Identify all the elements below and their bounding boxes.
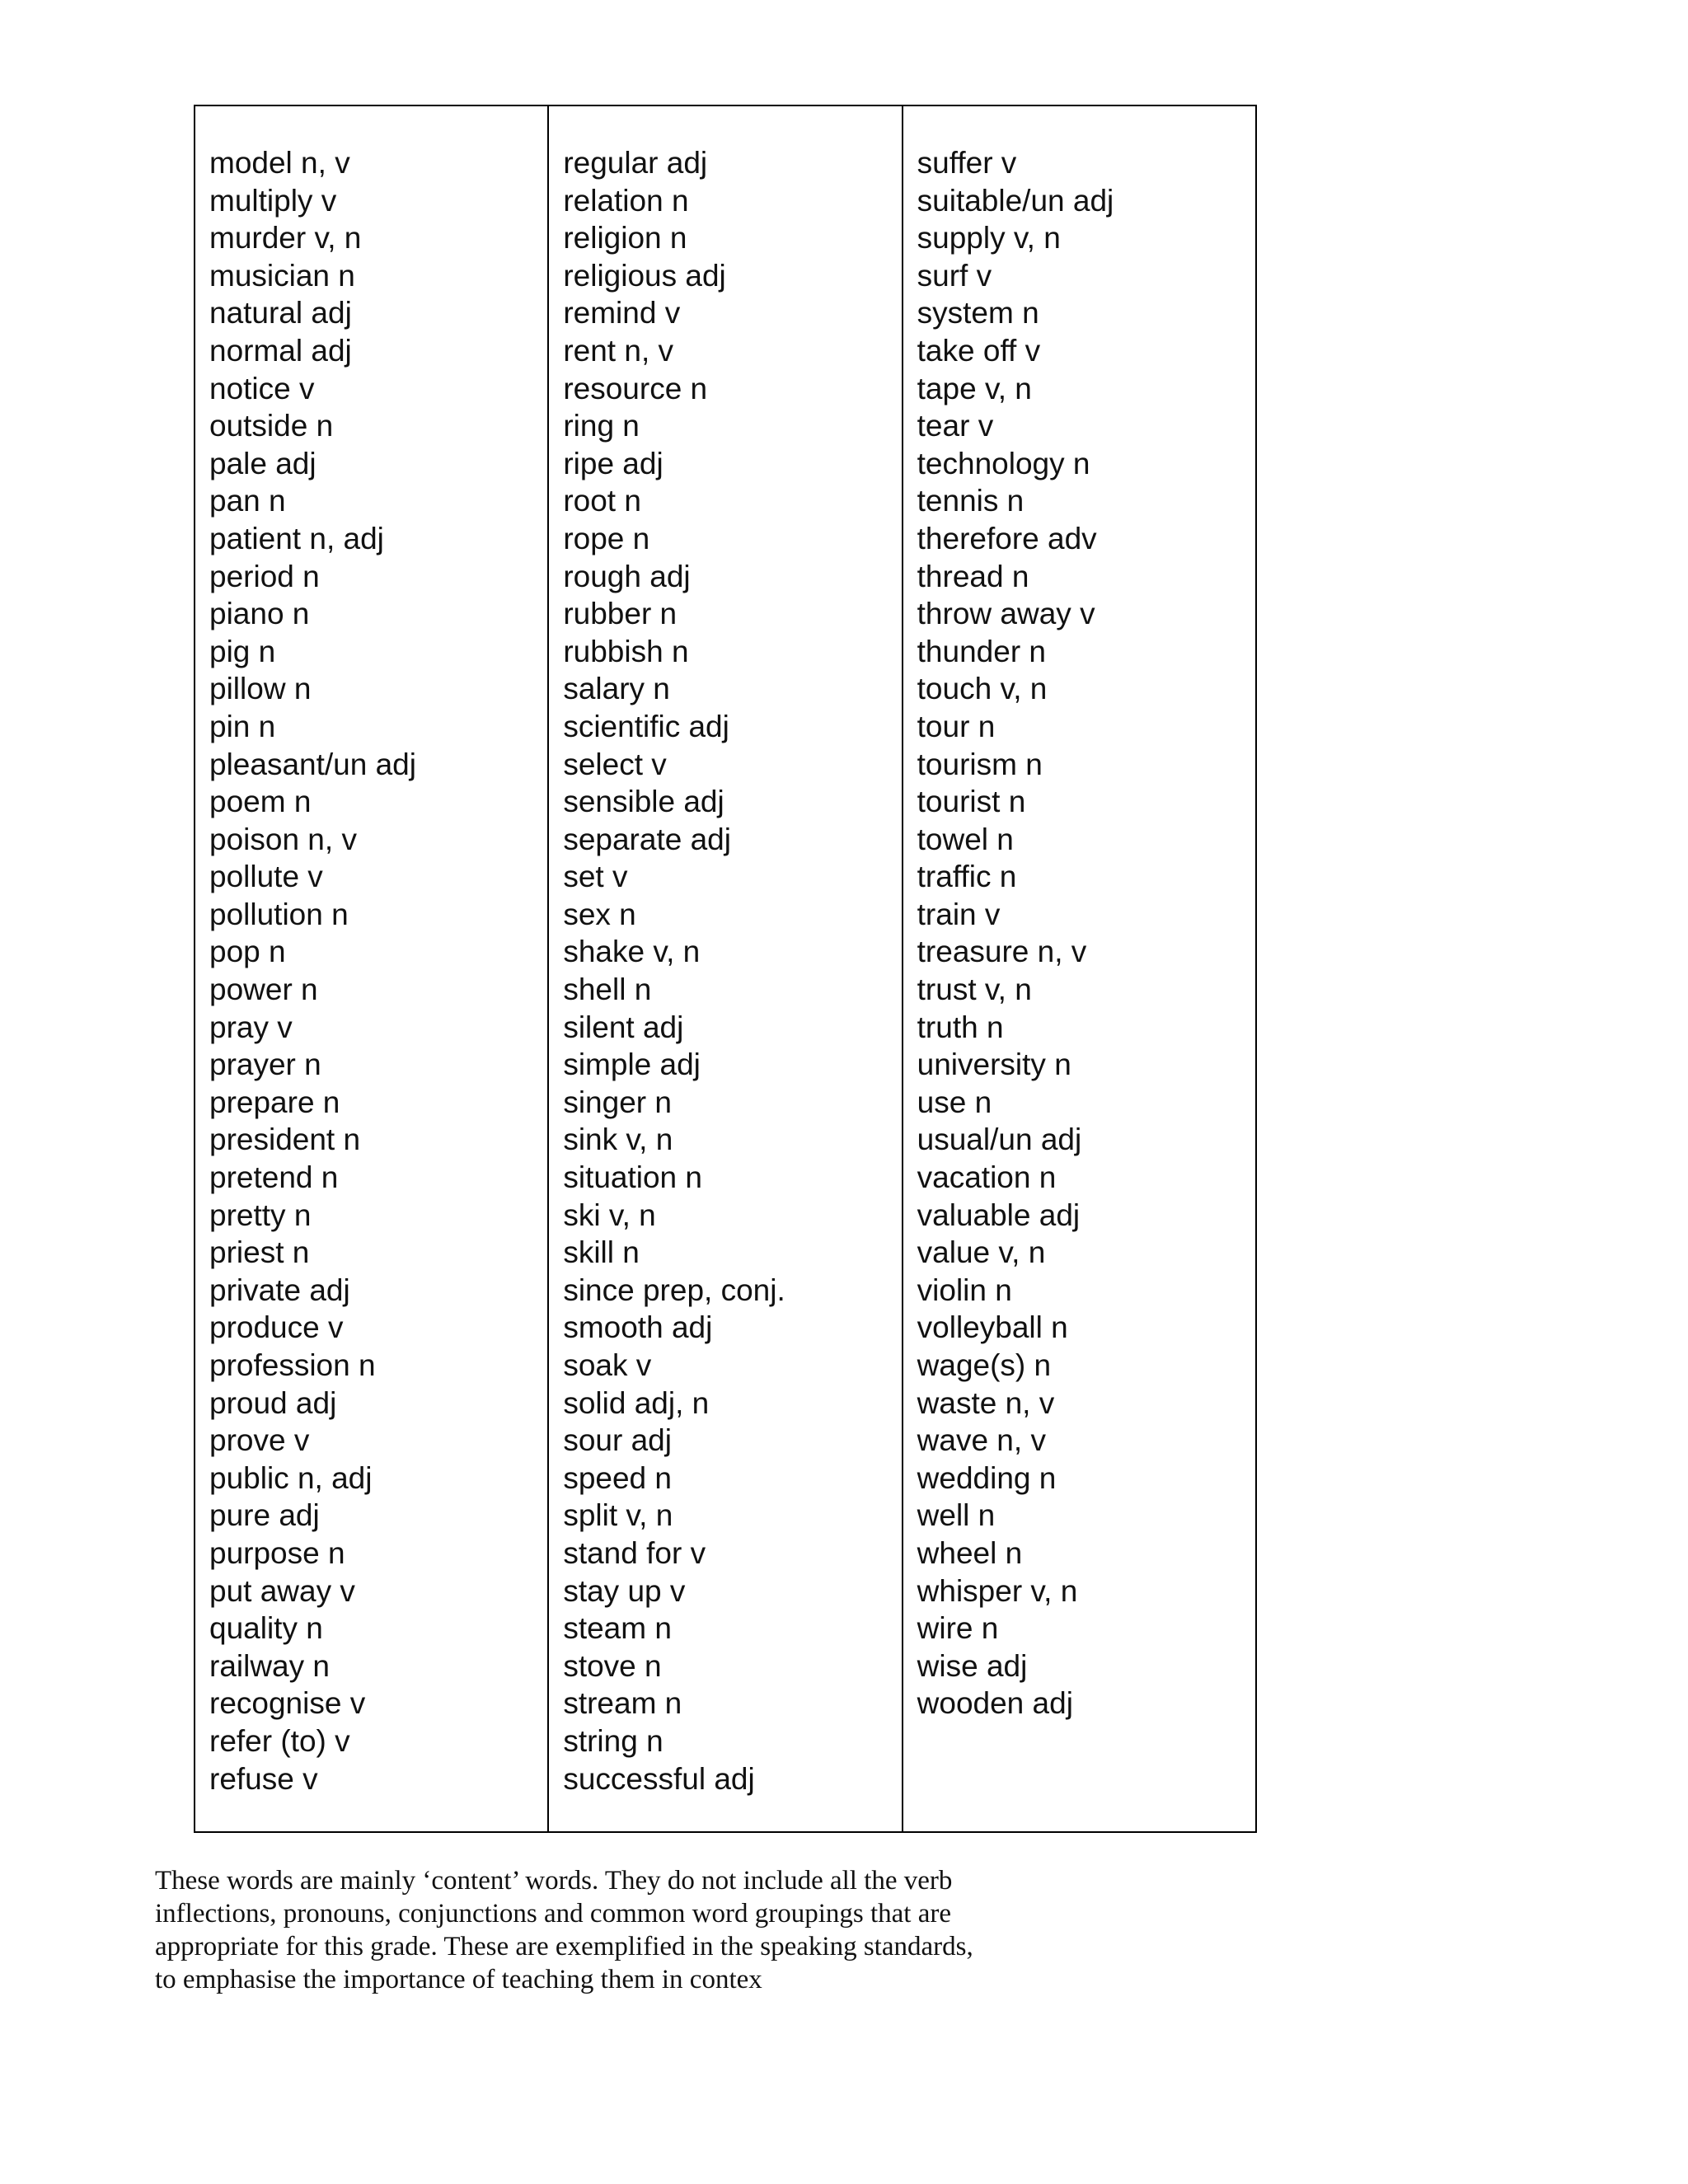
word-entry: profession n	[209, 1348, 376, 1382]
word-entry: sensible adj	[563, 785, 724, 819]
footnote-line: to emphasise the importance of teaching them in contex	[155, 1965, 762, 1994]
word-entry: poison n, v	[209, 822, 357, 856]
word-entry: normal adj	[209, 333, 352, 368]
word-entry: religious adj	[563, 258, 726, 293]
word-entry: period n	[209, 559, 320, 593]
word-entry: regular adj	[563, 146, 708, 180]
word-entry: tourism n	[917, 747, 1043, 781]
word-entry: technology n	[917, 446, 1090, 480]
word-entry: pin n	[209, 709, 276, 743]
word-entry: rent n, v	[563, 333, 674, 368]
word-entry: railway n	[209, 1648, 330, 1683]
word-entry: pale adj	[209, 446, 316, 480]
word-entry: remind v	[563, 296, 681, 330]
word-entry: power n	[209, 972, 318, 1007]
word-list	[209, 144, 547, 1797]
word-entry: tourist n	[917, 785, 1026, 819]
word-entry: put away v	[209, 1573, 355, 1608]
word-entry: purpose n	[209, 1535, 345, 1570]
word-entry: president n	[209, 1122, 361, 1157]
word-entry: refer (to) v	[209, 1723, 350, 1758]
word-entry: outside n	[209, 409, 334, 443]
word-entry: tennis n	[917, 484, 1025, 518]
word-entry: murder v, n	[209, 221, 362, 255]
word-entry: wooden adj	[917, 1686, 1073, 1721]
word-entry: sex n	[563, 897, 636, 931]
word-entry: thunder n	[917, 634, 1047, 668]
word-entry: multiply v	[209, 183, 337, 218]
word-entry: therefore adv	[917, 521, 1097, 555]
word-entry: solid adj, n	[563, 1385, 710, 1420]
word-entry: stream n	[563, 1686, 682, 1721]
word-entry: religion n	[563, 221, 687, 255]
vocabulary-column-2	[549, 106, 903, 1831]
word-entry: prayer n	[209, 1047, 321, 1082]
word-entry: separate adj	[563, 822, 731, 856]
word-entry: pretty n	[209, 1197, 312, 1232]
footnote-line: These words are mainly ‘content’ words. They do not include all the verb	[155, 1866, 953, 1896]
word-entry: split v, n	[563, 1498, 673, 1533]
word-entry: pleasant/un adj	[209, 747, 416, 781]
word-entry: ripe adj	[563, 446, 663, 480]
word-entry: salary n	[563, 672, 670, 706]
word-entry: silent adj	[563, 1010, 684, 1044]
word-entry: prepare n	[209, 1085, 340, 1119]
word-entry: thread n	[917, 559, 1029, 593]
vocabulary-column-3	[903, 106, 1255, 1831]
word-entry: select v	[563, 747, 667, 781]
word-entry: ski v, n	[563, 1197, 656, 1232]
word-entry: simple adj	[563, 1047, 701, 1082]
word-entry: waste n, v	[917, 1385, 1055, 1420]
word-entry: root n	[563, 484, 641, 518]
word-entry: tour n	[917, 709, 996, 743]
word-entry: situation n	[563, 1160, 702, 1195]
word-entry: pollute v	[209, 860, 323, 894]
word-entry: set v	[563, 860, 628, 894]
word-entry: pan n	[209, 484, 286, 518]
word-entry: speed n	[563, 1460, 672, 1495]
word-entry: wage(s) n	[917, 1348, 1052, 1382]
word-entry: proud adj	[209, 1385, 337, 1420]
word-entry: treasure n, v	[917, 935, 1087, 969]
word-entry: steam n	[563, 1611, 672, 1646]
footnote-paragraph	[155, 1864, 1243, 1996]
word-entry: tape v, n	[917, 371, 1032, 405]
word-entry: train v	[917, 897, 1001, 931]
word-entry: sink v, n	[563, 1122, 673, 1157]
word-entry: usual/un adj	[917, 1122, 1082, 1157]
word-entry: priest n	[209, 1235, 310, 1270]
word-entry: since prep, conj.	[563, 1272, 785, 1307]
word-entry: tear v	[917, 409, 994, 443]
word-entry: shell n	[563, 972, 652, 1007]
word-entry: poem n	[209, 785, 312, 819]
word-entry: traffic n	[917, 860, 1017, 894]
word-entry: notice v	[209, 371, 315, 405]
word-entry: throw away v	[917, 597, 1095, 631]
word-entry: refuse v	[209, 1761, 318, 1796]
word-entry: soak v	[563, 1348, 652, 1382]
word-entry: shake v, n	[563, 935, 701, 969]
word-entry: surf v	[917, 258, 992, 293]
word-entry: stove n	[563, 1648, 662, 1683]
word-entry: skill n	[563, 1235, 640, 1270]
vocabulary-table	[194, 105, 1257, 1833]
word-entry: model n, v	[209, 146, 350, 180]
word-entry: successful adj	[563, 1761, 755, 1796]
word-entry: produce v	[209, 1310, 344, 1345]
word-entry: singer n	[563, 1085, 672, 1119]
word-entry: vacation n	[917, 1160, 1057, 1195]
word-entry: rubbish n	[563, 634, 689, 668]
word-entry: pollution n	[209, 897, 349, 931]
word-entry: pure adj	[209, 1498, 320, 1533]
word-entry: touch v, n	[917, 672, 1048, 706]
word-entry: take off v	[917, 333, 1041, 368]
word-entry: pillow n	[209, 672, 312, 706]
word-entry: public n, adj	[209, 1460, 373, 1495]
word-entry: smooth adj	[563, 1310, 713, 1345]
footnote-line: appropriate for this grade. These are exemplified in the speaking standards,	[155, 1932, 973, 1961]
word-entry: private adj	[209, 1272, 350, 1307]
word-entry: value v, n	[917, 1235, 1046, 1270]
word-entry: stand for v	[563, 1535, 706, 1570]
word-entry: suffer v	[917, 146, 1017, 180]
word-entry: rope n	[563, 521, 650, 555]
word-entry: use n	[917, 1085, 992, 1119]
word-entry: patient n, adj	[209, 521, 384, 555]
word-entry: wise adj	[917, 1648, 1028, 1683]
word-entry: well n	[917, 1498, 996, 1533]
word-entry: scientific adj	[563, 709, 729, 743]
word-entry: whisper v, n	[917, 1573, 1078, 1608]
word-entry: sour adj	[563, 1423, 672, 1458]
word-entry: rubber n	[563, 597, 678, 631]
vocabulary-column-1	[195, 106, 549, 1831]
word-entry: musician n	[209, 258, 355, 293]
word-entry: piano n	[209, 597, 310, 631]
word-entry: string n	[563, 1723, 663, 1758]
word-entry: valuable adj	[917, 1197, 1081, 1232]
word-entry: recognise v	[209, 1686, 366, 1721]
word-entry: towel n	[917, 822, 1014, 856]
word-entry: supply v, n	[917, 221, 1061, 255]
word-entry: volleyball n	[917, 1310, 1068, 1345]
word-entry: wire n	[917, 1611, 999, 1646]
word-entry: pray v	[209, 1010, 293, 1044]
word-entry: stay up v	[563, 1573, 686, 1608]
word-entry: pig n	[209, 634, 276, 668]
word-entry: ring n	[563, 409, 640, 443]
word-entry: university n	[917, 1047, 1071, 1082]
word-entry: natural adj	[209, 296, 352, 330]
word-entry: wedding n	[917, 1460, 1057, 1495]
footnote-line: inflections, pronouns, conjunctions and common word groupings that are	[155, 1899, 951, 1929]
word-entry: rough adj	[563, 559, 691, 593]
word-entry: suitable/un adj	[917, 183, 1114, 218]
word-entry: prove v	[209, 1423, 310, 1458]
word-entry: relation n	[563, 183, 689, 218]
word-entry: wheel n	[917, 1535, 1023, 1570]
word-list	[563, 144, 901, 1797]
word-list	[917, 144, 1255, 1722]
word-entry: wave n, v	[917, 1423, 1046, 1458]
word-entry: resource n	[563, 371, 708, 405]
word-entry: trust v, n	[917, 972, 1032, 1007]
word-entry: truth n	[917, 1010, 1004, 1044]
word-entry: quality n	[209, 1611, 323, 1646]
word-entry: system n	[917, 296, 1039, 330]
word-entry: pretend n	[209, 1160, 339, 1195]
word-entry: pop n	[209, 935, 286, 969]
word-entry: violin n	[917, 1272, 1012, 1307]
